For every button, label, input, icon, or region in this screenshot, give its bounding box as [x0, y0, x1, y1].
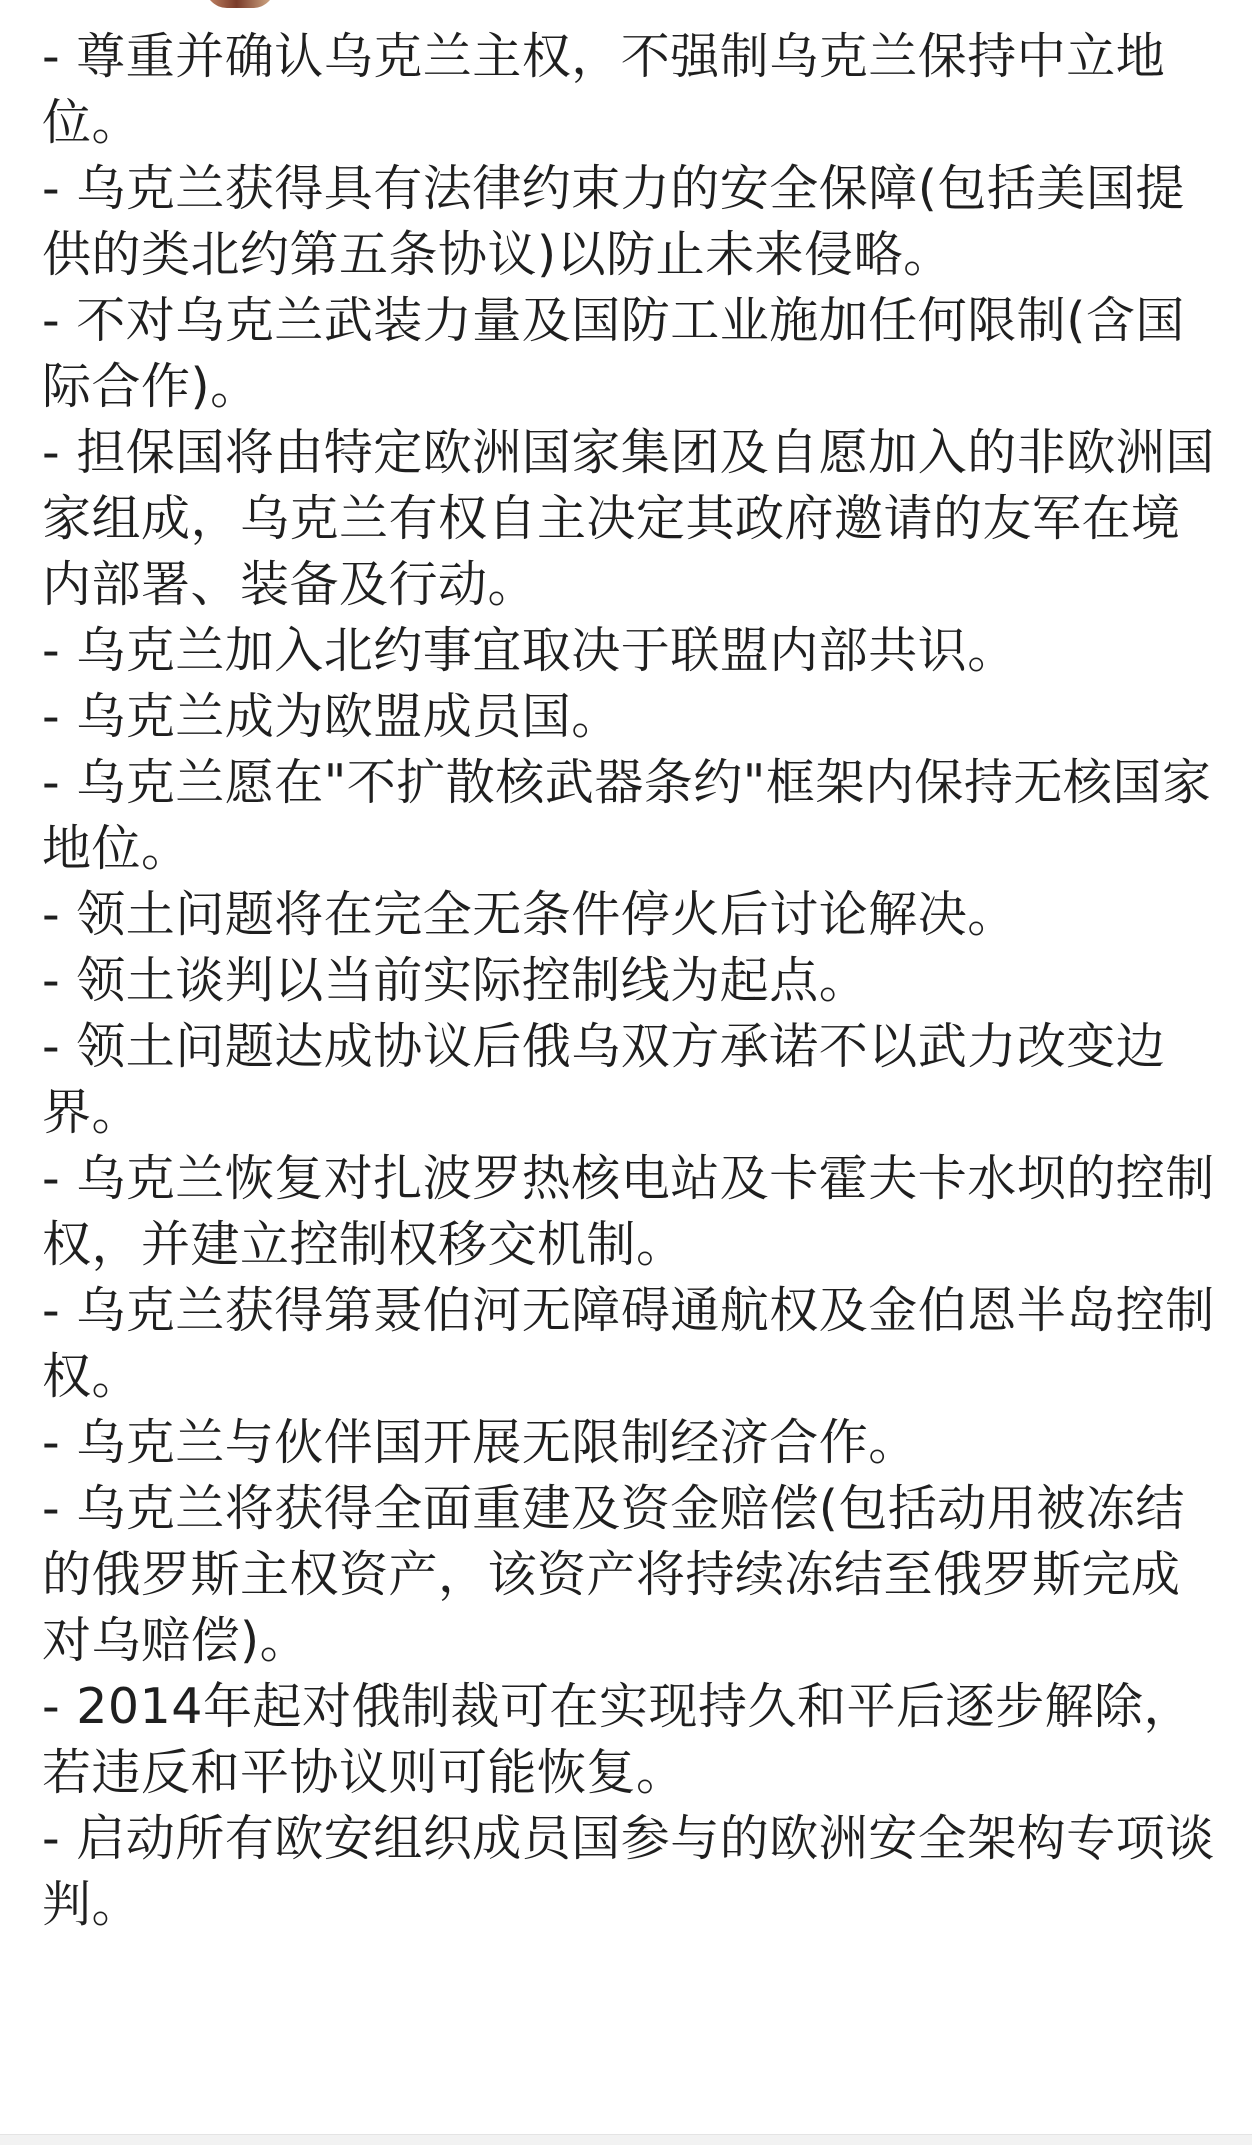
list-item: - 领土问题将在完全无条件停火后讨论解决。 [42, 886, 1017, 943]
list-item: - 乌克兰成为欧盟成员国。 [42, 688, 621, 745]
list-item: - 担保国将由特定欧洲国家集团及自愿加入的非欧洲国家组成，乌克兰有权自主决定其政府邀请的友军在境内部署、装备及行动。 [42, 424, 1215, 613]
list-item: - 乌克兰获得第聂伯河无障碍通航权及金伯恩半岛控制权。 [42, 1282, 1215, 1405]
avatar[interactable] [205, 0, 275, 8]
section-divider [0, 2134, 1252, 2145]
list-item: - 乌克兰获得具有法律约束力的安全保障(包括美国提供的类北约第五条协议)以防止未来侵略。 [42, 160, 1185, 283]
list-item: - 2014年起对俄制裁可在实现持久和平后逐步解除，若违反和平协议则可能恢复。 [42, 1678, 1193, 1801]
list-item: - 尊重并确认乌克兰主权，不强制乌克兰保持中立地位。 [42, 28, 1166, 151]
list-item: - 乌克兰与伙伴国开展无限制经济合作。 [42, 1414, 918, 1471]
list-item: - 不对乌克兰武装力量及国防工业施加任何限制(含国际合作)。 [42, 292, 1185, 415]
list-item: - 领土谈判以当前实际控制线为起点。 [42, 952, 869, 1009]
list-item: - 乌克兰加入北约事宜取决于联盟内部共识。 [42, 622, 1017, 679]
post-body [42, 24, 1222, 1938]
list-item: - 乌克兰恢复对扎波罗热核电站及卡霍夫卡水坝的控制权，并建立控制权移交机制。 [42, 1150, 1215, 1273]
list-item: - 领土问题达成协议后俄乌双方承诺不以武力改变边界。 [42, 1018, 1166, 1141]
list-item: - 乌克兰将获得全面重建及资金赔偿(包括动用被冻结的俄罗斯主权资产，该资产将持续冻结至俄罗斯完成对乌赔偿)。 [42, 1480, 1185, 1669]
list-item: - 启动所有欧安组织成员国参与的欧洲安全架构专项谈判。 [42, 1810, 1215, 1933]
list-item: - 乌克兰愿在"不扩散核武器条约"框架内保持无核国家地位。 [42, 754, 1212, 877]
